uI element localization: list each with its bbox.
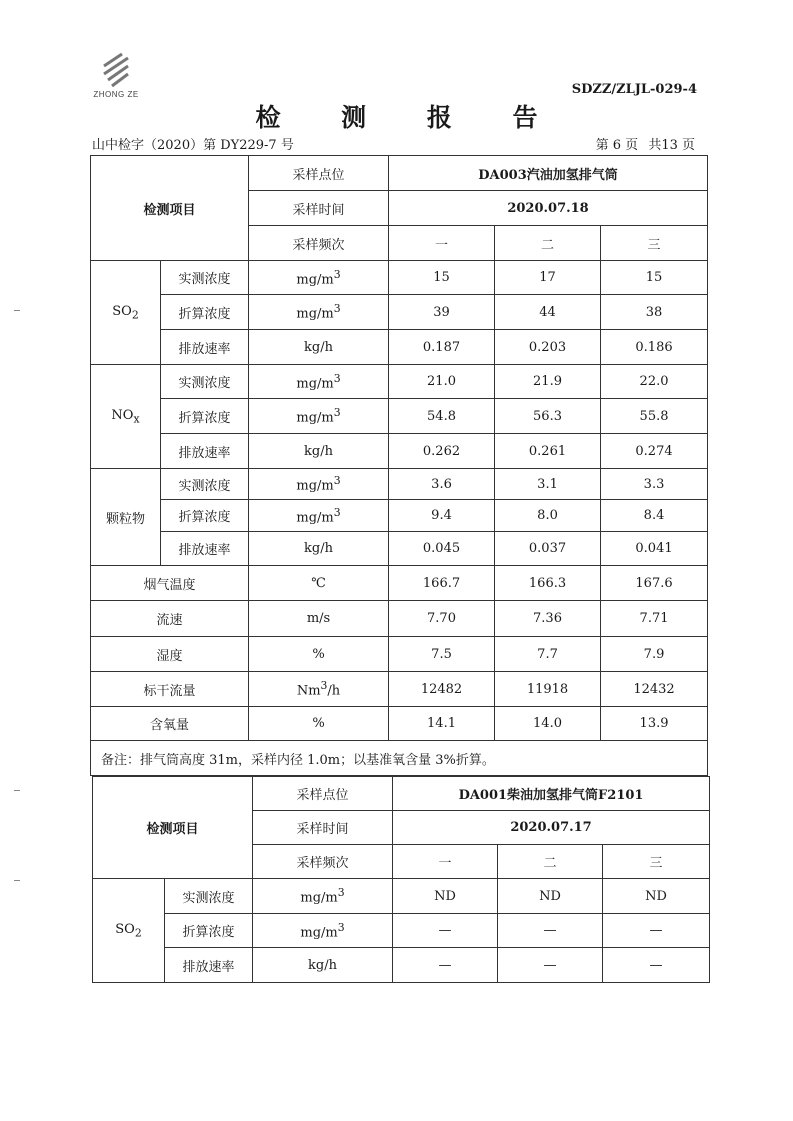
unit-suffix: /h bbox=[327, 683, 341, 699]
value-cell: ND bbox=[393, 879, 498, 914]
table-row bbox=[91, 637, 708, 672]
unit-text: mg/m bbox=[300, 890, 338, 906]
pollutant-text: 颗粒物 bbox=[105, 511, 145, 527]
margin-mark bbox=[14, 310, 20, 311]
param-label: 流速 bbox=[91, 601, 249, 637]
value-cell: 12432 bbox=[601, 672, 708, 707]
value-cell: 0.262 bbox=[389, 434, 495, 469]
value-cell: ND bbox=[498, 879, 603, 914]
value-cell: 55.8 bbox=[601, 399, 708, 434]
value-cell: 11918 bbox=[495, 672, 601, 707]
table-row bbox=[91, 330, 708, 365]
table-row bbox=[91, 672, 708, 707]
value-cell: 3.6 bbox=[389, 469, 495, 500]
unit-text: mg/m bbox=[296, 376, 334, 392]
unit-text: mg/m bbox=[296, 306, 334, 322]
value-cell: 15 bbox=[389, 261, 495, 295]
unit-superscript: 3 bbox=[337, 920, 345, 934]
freq-label: 采样频次 bbox=[249, 226, 389, 261]
unit-cell bbox=[249, 365, 389, 399]
unit-cell bbox=[253, 914, 393, 948]
value-cell: 7.9 bbox=[601, 637, 708, 672]
time-value: 2020.07.17 bbox=[393, 811, 710, 845]
unit-cell bbox=[249, 532, 389, 566]
param-label: 排放速率 bbox=[165, 948, 253, 983]
param-label: 排放速率 bbox=[161, 532, 249, 566]
value-cell: 0.261 bbox=[495, 434, 601, 469]
unit-cell bbox=[249, 672, 389, 707]
param-label: 烟气温度 bbox=[91, 566, 249, 601]
value-cell: — bbox=[393, 948, 498, 983]
value-cell: 21.0 bbox=[389, 365, 495, 399]
param-label: 实测浓度 bbox=[161, 469, 249, 500]
pollutant-name bbox=[91, 365, 161, 469]
company-logo bbox=[86, 52, 146, 104]
param-label: 排放速率 bbox=[161, 330, 249, 365]
unit-text: kg/h bbox=[304, 541, 333, 556]
unit-superscript: 3 bbox=[337, 886, 345, 900]
freq-value: 二 bbox=[495, 226, 601, 261]
value-cell: 166.7 bbox=[389, 566, 495, 601]
page-indicator bbox=[590, 134, 695, 153]
unit-cell bbox=[249, 500, 389, 532]
value-cell: 0.203 bbox=[495, 330, 601, 365]
table-note: 备注：排气筒高度 31m，采样内径 1.0m；以基准氧含量 3%折算。 bbox=[91, 741, 708, 776]
param-label: 排放速率 bbox=[161, 434, 249, 469]
note-row bbox=[91, 741, 708, 776]
unit-cell bbox=[249, 434, 389, 469]
unit-cell bbox=[249, 399, 389, 434]
table-row bbox=[93, 948, 710, 983]
value-cell: 0.187 bbox=[389, 330, 495, 365]
unit-cell bbox=[249, 261, 389, 295]
value-cell: 44 bbox=[495, 295, 601, 330]
value-cell: 3.3 bbox=[601, 469, 708, 500]
unit-superscript: 3 bbox=[333, 302, 341, 316]
point-label: 采样点位 bbox=[249, 156, 389, 191]
value-cell: 0.274 bbox=[601, 434, 708, 469]
unit-cell bbox=[253, 948, 393, 983]
unit-text: mg/m bbox=[296, 478, 334, 494]
freq-value: 三 bbox=[603, 845, 710, 879]
table-row bbox=[93, 879, 710, 914]
pollutant-text: SO bbox=[115, 921, 135, 937]
unit-superscript: 3 bbox=[333, 267, 341, 281]
value-cell: 0.037 bbox=[495, 532, 601, 566]
param-label: 实测浓度 bbox=[161, 261, 249, 295]
freq-value: 一 bbox=[393, 845, 498, 879]
value-cell: 54.8 bbox=[389, 399, 495, 434]
value-cell: 56.3 bbox=[495, 399, 601, 434]
unit-text: mg/m bbox=[296, 272, 334, 288]
value-cell: 166.3 bbox=[495, 566, 601, 601]
report-number: 山中检字（2020）第 DY229-7 号 bbox=[92, 138, 294, 153]
value-cell: 22.0 bbox=[601, 365, 708, 399]
unit-cell bbox=[249, 707, 389, 741]
unit-text: kg/h bbox=[308, 957, 337, 973]
freq-value: 二 bbox=[498, 845, 603, 879]
unit-text: kg/h bbox=[304, 339, 333, 355]
value-cell: 8.0 bbox=[495, 500, 601, 532]
unit-cell bbox=[249, 330, 389, 365]
param-label: 折算浓度 bbox=[161, 295, 249, 330]
results-table-da003 bbox=[90, 155, 708, 776]
freq-label: 采样频次 bbox=[253, 845, 393, 879]
param-label: 实测浓度 bbox=[165, 879, 253, 914]
value-cell: 7.71 bbox=[601, 601, 708, 637]
margin-mark bbox=[14, 880, 20, 881]
header-row bbox=[91, 156, 708, 191]
point-value: DA003汽油加氢排气筒 bbox=[389, 156, 708, 191]
page-total: 共13 页 bbox=[648, 138, 695, 153]
value-cell: — bbox=[603, 948, 710, 983]
value-cell: 7.36 bbox=[495, 601, 601, 637]
table-row bbox=[91, 469, 708, 500]
value-cell: 167.6 bbox=[601, 566, 708, 601]
unit-superscript: 3 bbox=[320, 679, 328, 693]
value-cell: — bbox=[498, 914, 603, 948]
point-label: 采样点位 bbox=[253, 777, 393, 811]
table-row bbox=[91, 500, 708, 532]
param-label: 标干流量 bbox=[91, 672, 249, 707]
unit-text: m/s bbox=[306, 611, 331, 626]
item-header: 检测项目 bbox=[91, 156, 249, 261]
freq-value: 一 bbox=[389, 226, 495, 261]
value-cell: 7.5 bbox=[389, 637, 495, 672]
table-row bbox=[91, 566, 708, 601]
param-label: 折算浓度 bbox=[165, 914, 253, 948]
header-row bbox=[93, 777, 710, 811]
value-cell: — bbox=[603, 914, 710, 948]
value-cell: 7.70 bbox=[389, 601, 495, 637]
table-row bbox=[91, 707, 708, 741]
value-cell: 0.186 bbox=[601, 330, 708, 365]
unit-cell bbox=[253, 879, 393, 914]
unit-text: mg/m bbox=[296, 410, 334, 426]
table-row bbox=[91, 601, 708, 637]
unit-text: % bbox=[312, 646, 325, 662]
unit-superscript: 3 bbox=[333, 474, 341, 488]
value-cell: ND bbox=[603, 879, 710, 914]
table-row bbox=[91, 261, 708, 295]
time-label: 采样时间 bbox=[253, 811, 393, 845]
pollutant-text: NO bbox=[111, 407, 134, 423]
unit-cell bbox=[249, 601, 389, 637]
param-label: 含氧量 bbox=[91, 707, 249, 741]
param-label: 折算浓度 bbox=[161, 500, 249, 532]
value-cell: — bbox=[393, 914, 498, 948]
pollutant-name bbox=[91, 261, 161, 365]
unit-superscript: 3 bbox=[333, 406, 341, 420]
point-value: DA001柴油加氢排气筒F2101 bbox=[393, 777, 710, 811]
value-cell: 15 bbox=[601, 261, 708, 295]
value-cell: 0.041 bbox=[601, 532, 708, 566]
param-label: 折算浓度 bbox=[161, 399, 249, 434]
item-header: 检测项目 bbox=[93, 777, 253, 879]
value-cell: — bbox=[498, 948, 603, 983]
param-label: 湿度 bbox=[91, 637, 249, 672]
unit-superscript: 3 bbox=[333, 371, 341, 385]
pollutant-subscript: 2 bbox=[131, 308, 139, 322]
unit-text: Nm bbox=[296, 683, 321, 699]
unit-text: kg/h bbox=[304, 443, 333, 459]
table-row bbox=[91, 532, 708, 566]
value-cell: 13.9 bbox=[601, 707, 708, 741]
pollutant-name bbox=[93, 879, 165, 983]
value-cell: 9.4 bbox=[389, 500, 495, 532]
unit-cell bbox=[249, 637, 389, 672]
value-cell: 3.1 bbox=[495, 469, 601, 500]
time-label: 采样时间 bbox=[249, 191, 389, 226]
unit-text: ℃ bbox=[311, 575, 326, 591]
results-table-da001 bbox=[92, 776, 710, 983]
table-row bbox=[93, 914, 710, 948]
margin-mark bbox=[14, 790, 20, 791]
value-cell: 8.4 bbox=[601, 500, 708, 532]
report-title: 检 测 报 告 bbox=[255, 103, 564, 132]
unit-cell bbox=[249, 295, 389, 330]
time-value: 2020.07.18 bbox=[389, 191, 708, 226]
value-cell: 14.1 bbox=[389, 707, 495, 741]
unit-text: mg/m bbox=[296, 510, 334, 526]
freq-value: 三 bbox=[601, 226, 708, 261]
value-cell: 21.9 bbox=[495, 365, 601, 399]
page-number: 第 6 页 bbox=[595, 138, 639, 153]
unit-text: mg/m bbox=[300, 925, 338, 941]
value-cell: 39 bbox=[389, 295, 495, 330]
logo-text: ZHONG ZE bbox=[93, 90, 139, 99]
value-cell: 17 bbox=[495, 261, 601, 295]
pollutant-subscript: 2 bbox=[134, 926, 142, 940]
table-row bbox=[91, 365, 708, 399]
value-cell: 12482 bbox=[389, 672, 495, 707]
pollutant-subscript: x bbox=[133, 412, 140, 426]
unit-cell bbox=[249, 566, 389, 601]
unit-superscript: 3 bbox=[333, 505, 341, 519]
unit-cell bbox=[249, 469, 389, 500]
table-row bbox=[91, 399, 708, 434]
pollutant-name bbox=[91, 469, 161, 566]
unit-text: % bbox=[312, 716, 325, 731]
document-code: SDZZ/ZLJL-029-4 bbox=[571, 82, 697, 97]
table-row bbox=[91, 295, 708, 330]
value-cell: 14.0 bbox=[495, 707, 601, 741]
value-cell: 0.045 bbox=[389, 532, 495, 566]
value-cell: 38 bbox=[601, 295, 708, 330]
pollutant-text: SO bbox=[112, 303, 132, 319]
param-label: 实测浓度 bbox=[161, 365, 249, 399]
value-cell: 7.7 bbox=[495, 637, 601, 672]
logo-icon bbox=[98, 52, 134, 88]
table-row bbox=[91, 434, 708, 469]
